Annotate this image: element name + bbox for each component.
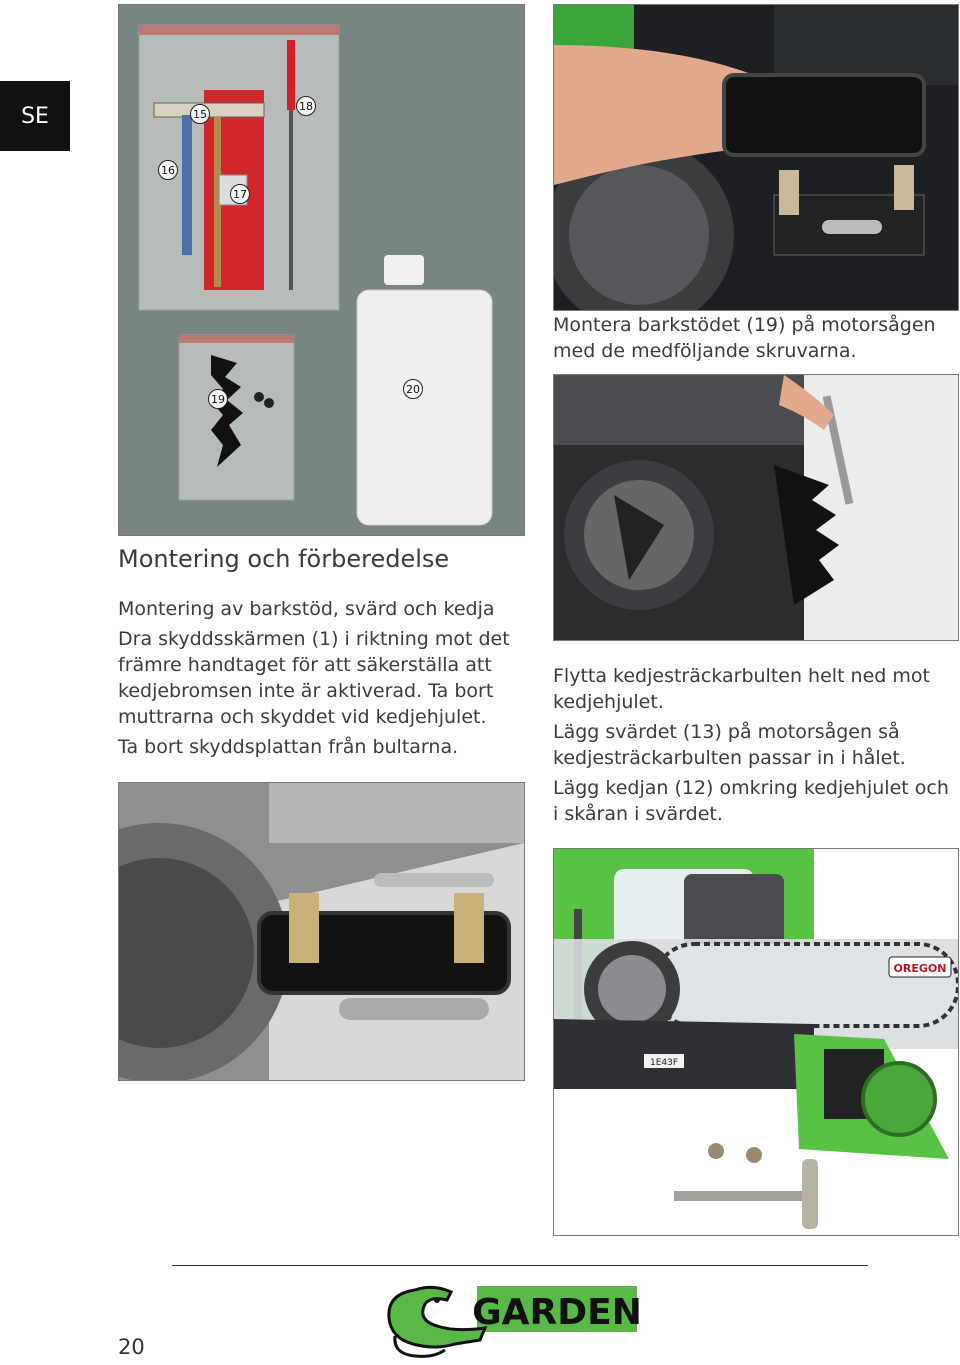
remove-plate-photo bbox=[553, 4, 959, 311]
instruction-paragraph-2: Ta bort skyddsplattan från bultarna. bbox=[118, 736, 459, 758]
page-number: 20 bbox=[118, 1335, 145, 1359]
section-title: Montering och förberedelse bbox=[118, 545, 450, 573]
marker-19: 19 bbox=[208, 389, 228, 409]
logo-mascot bbox=[389, 1287, 485, 1347]
bar-model-label: 1E43F bbox=[649, 1058, 679, 1068]
instruction-tensioner: Flytta kedjesträckarbulten helt ned mot kedjehjulet. bbox=[553, 665, 930, 713]
logo-text: GARDEN bbox=[472, 1292, 640, 1333]
bar-and-chain-photo bbox=[553, 848, 959, 1236]
marker-18: 18 bbox=[296, 96, 316, 116]
marker-20: 20 bbox=[403, 379, 423, 399]
parts-kit-photo bbox=[118, 4, 525, 536]
marker-17: 17 bbox=[230, 184, 250, 204]
section-subtitle: Montering av barkstöd, svärd och kedja bbox=[118, 598, 495, 620]
instruction-paragraph-1: Dra skyddsskärmen (1) i riktning mot det främre handtaget för att säkerställa att kedjebromsen inte är aktiverad. Ta bort muttrarna och skyddet vid kedjehjulet. bbox=[118, 628, 510, 728]
instruction-bar: Lägg svärdet (13) på motorsågen så kedjesträckarbulten passar in i hålet. bbox=[553, 721, 906, 769]
marker-15: 15 bbox=[190, 104, 210, 124]
instruction-chain: Lägg kedjan (12) omkring kedjehjulet och i skåran i svärdet. bbox=[553, 777, 949, 825]
bar-brand-label: OREGON bbox=[893, 962, 947, 975]
marker-16: 16 bbox=[158, 160, 178, 180]
bark-support-mounted-photo bbox=[553, 374, 959, 641]
left-text-block bbox=[118, 596, 523, 764]
language-tab: SE bbox=[0, 81, 70, 151]
caption-mount-bark-support: Montera barkstödet (19) på motorsågen med de medföljande skruvarna. bbox=[553, 314, 936, 362]
right-text-block bbox=[553, 663, 957, 831]
garden-logo bbox=[385, 1280, 640, 1360]
bolts-closeup-photo bbox=[118, 782, 525, 1081]
footer-rule bbox=[172, 1265, 868, 1266]
